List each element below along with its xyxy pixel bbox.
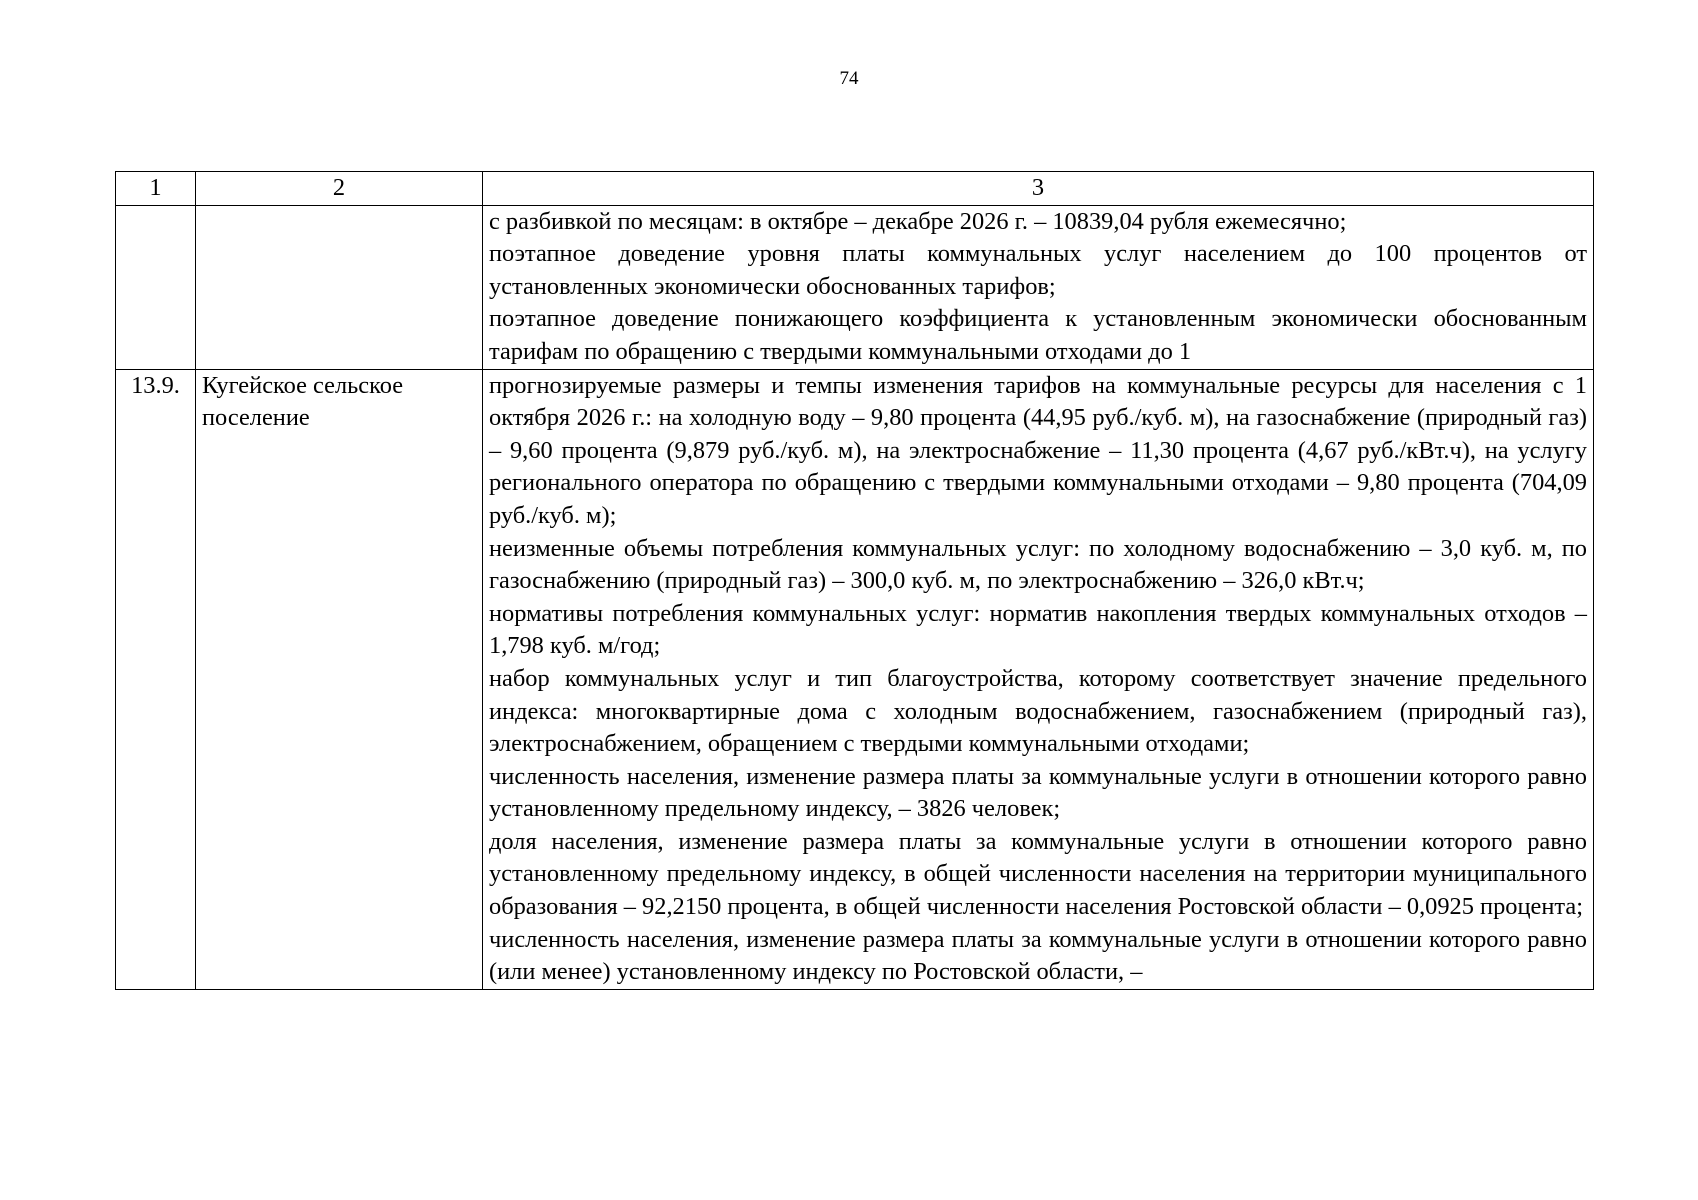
header-col-3: 3 xyxy=(483,172,1594,206)
paragraph: с разбивкой по месяцам: в октябре – декабре 2026 г. – 10839,04 рубля ежемесячно; xyxy=(489,207,1347,235)
row-text-cell xyxy=(483,369,1594,989)
header-col-1: 1 xyxy=(116,172,196,206)
paragraph: набор коммунальных услуг и тип благоустройства, которому соответствует значение предельного индекса: многоквартирные дома с холодным водоснабжением, газоснабжением (природный газ), электроснабжением, обращением с твердыми коммунальными отходами; xyxy=(489,664,1587,758)
table-row xyxy=(116,205,1594,369)
header-col-2: 2 xyxy=(196,172,483,206)
row-number-cell: 13.9. xyxy=(116,369,196,989)
page-number: 74 xyxy=(839,68,859,89)
row-text-cell xyxy=(483,205,1594,369)
paragraph: нормативы потребления коммунальных услуг: норматив накопления твердых коммунальных отходов – 1,798 куб. м/год; xyxy=(489,599,1587,660)
paragraph: неизменные объемы потребления коммунальных услуг: по холодному водоснабжению – 3,0 куб. м, по газоснабжению (природный газ) – 300,0 куб. м, по электроснабжению – 326,0 кВт.ч; xyxy=(489,534,1587,595)
paragraph: поэтапное доведение уровня платы коммунальных услуг населением до 100 процентов от установленных экономически обоснованных тарифов; xyxy=(489,240,1587,300)
row-name-cell: Кугейское сельское поселение xyxy=(196,369,483,989)
row-number-cell xyxy=(116,205,196,369)
paragraph: доля населения, изменение размера платы за коммунальные услуги в отношении которого равно установленному предельному индексу, в общей численности населения на территории муниципального образования – 92,2150 процента, в общей численности населения Ростовской области – 0,0925 процента; xyxy=(489,827,1587,921)
paragraph: численность населения, изменение размера платы за коммунальные услуги в отношении которого равно установленному предельному индексу, – 3826 человек; xyxy=(489,762,1587,823)
paragraph: прогнозируемые размеры и темпы изменения тарифов на коммунальные ресурсы для населения с 1 октября 2026 г.: на холодную воду – 9,80 процента (44,95 руб./куб. м), на газоснабжение (природный газ) – 9,60 процента (9,879 руб./куб. м), на электроснабжение – 11,30 процента (4,67 руб./кВт.ч), на услугу регионального оператора по обращению с твердыми коммунальными отходами – 9,80 процента (704,09 руб./куб. м); xyxy=(489,371,1587,529)
table-row xyxy=(116,369,1594,989)
paragraph: численность населения, изменение размера платы за коммунальные услуги в отношении которого равно (или менее) установленному индексу по Ростовской области, – xyxy=(489,925,1587,986)
paragraph: поэтапное доведение понижающего коэффициента к установленным экономически обоснованным тарифам по обращению с твердыми коммунальными отходами до 1 xyxy=(489,305,1587,365)
row-name-cell xyxy=(196,205,483,369)
table-header-row xyxy=(116,172,1594,206)
tariff-table xyxy=(115,171,1594,990)
